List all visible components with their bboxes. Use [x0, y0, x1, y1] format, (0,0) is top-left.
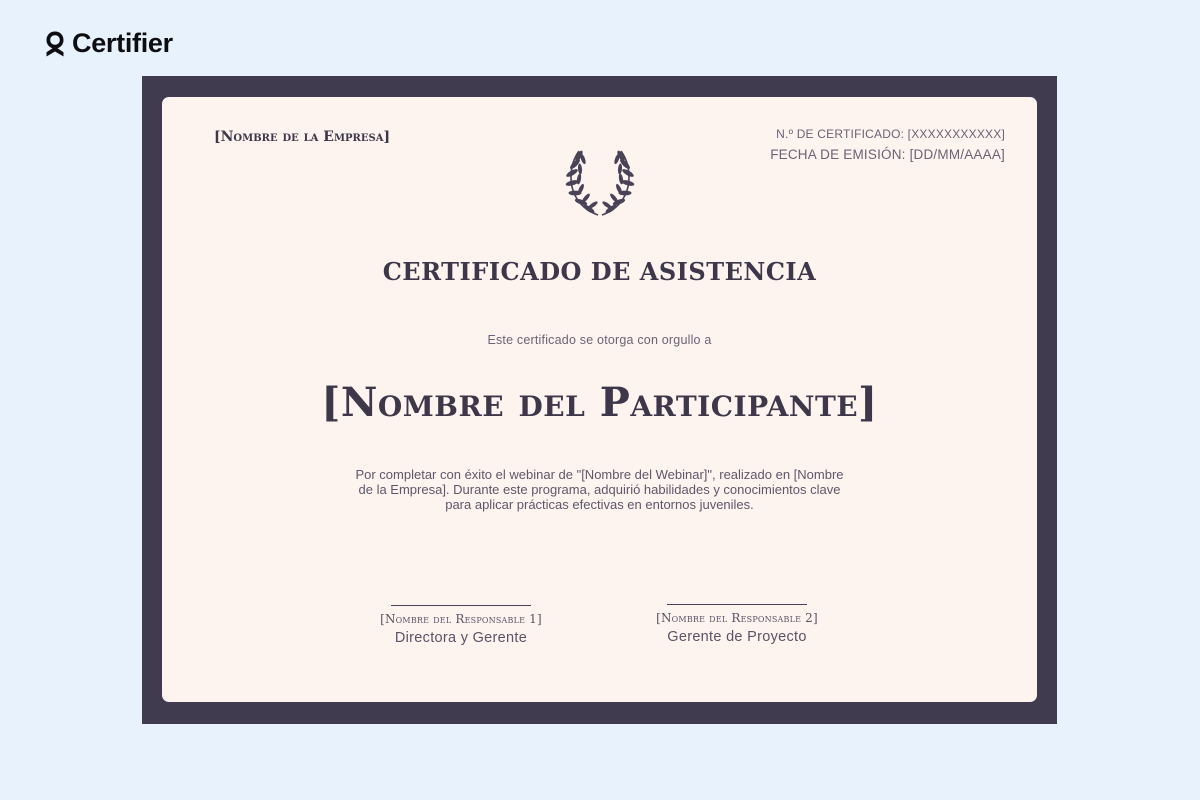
participant-name: [Nombre del Participante] [321, 379, 878, 426]
certificate-title: CERTIFICADO DE ASISTENCIA [382, 257, 817, 286]
signature-block-2 [607, 604, 867, 645]
laurel-wreath-icon [559, 147, 641, 219]
signature-line [391, 605, 531, 606]
signer-name: [Nombre del Responsable 2] [656, 611, 818, 625]
certificate-intro: Este certificado se otorga con orgullo a [487, 333, 712, 347]
certificate-frame [142, 76, 1057, 724]
signer-name: [Nombre del Responsable 1] [380, 612, 542, 626]
signer-role: Gerente de Proyecto [667, 629, 807, 645]
company-name: [Nombre de la Empresa] [214, 129, 391, 145]
certificate-paper [162, 97, 1037, 702]
signer-role: Directora y Gerente [394, 630, 528, 646]
certificate-description: Por completar con éxito el webinar de "[Nombre del Webinar]", realizado en [Nombre de la Empresa]. Durante este programa, adquirió habilidades y conocimientos clave para aplicar prácticas efectivas en entornos juveniles. [355, 467, 844, 512]
certificate-number: N.º DE CERTIFICADO: [XXXXXXXXXXX] [776, 127, 1005, 141]
brand-name: Certifier [72, 28, 173, 58]
issue-date: FECHA DE EMISIÓN: [DD/MM/AAAA] [770, 147, 1005, 162]
signature-line [667, 604, 807, 605]
certifier-logo-icon [44, 29, 66, 59]
certificate-meta [770, 127, 1005, 162]
brand-logo[interactable] [44, 28, 173, 59]
signature-block-1 [331, 605, 591, 646]
